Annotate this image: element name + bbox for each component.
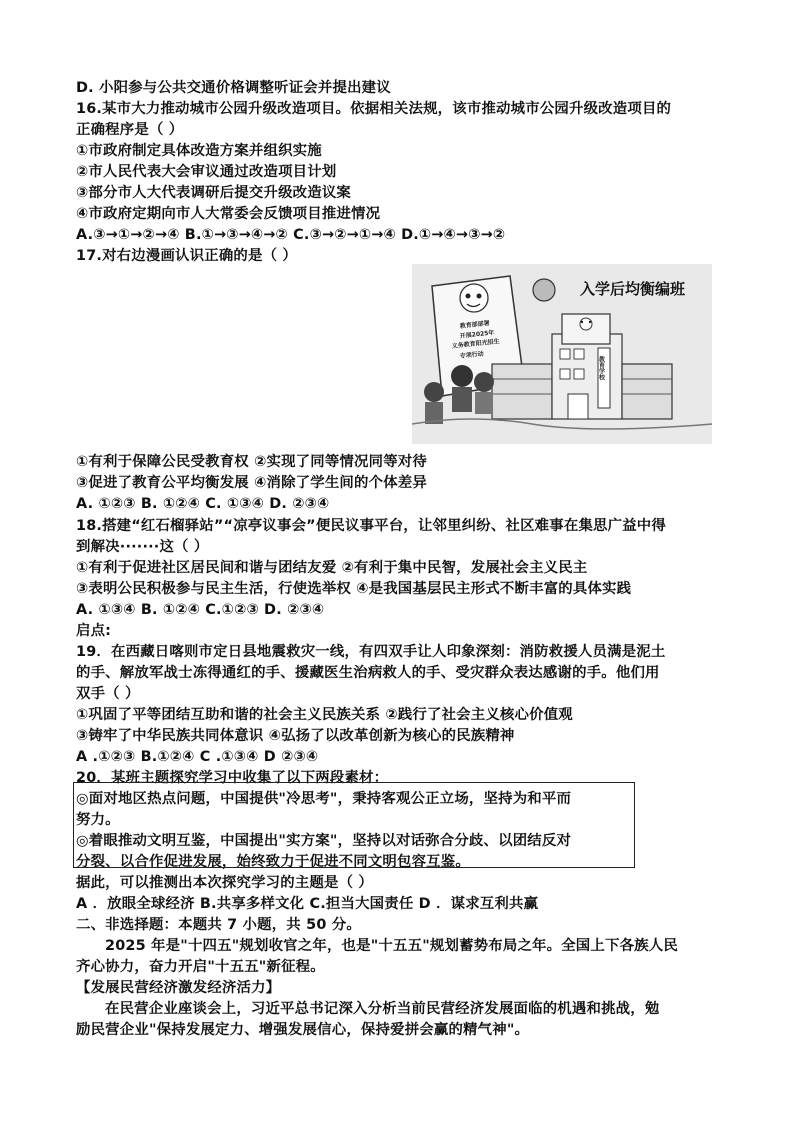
text-line: A. ①②③ B. ①②④ C. ①③④ D. ②③④ — [76, 496, 330, 512]
text-line: 【发展民营经济激发经济活力】 — [76, 980, 281, 996]
notice-line-4: 专项行动 — [459, 350, 485, 360]
text-line: 2025 年是"十四五"规划收官之年，也是"十五五"规划蓄势布局之年。全国上下各族人民 — [105, 938, 678, 954]
text-line: A. ①③④ B. ①②④ C.①②③ D. ②③④ — [76, 602, 325, 618]
text-line: ◎面对地区热点问题，中国提供"冷思考"，秉持客观公正立场，坚持为和平而 — [76, 791, 572, 807]
text-line: A .①②③ B.①②④ C .①③④ D ②③④ — [76, 749, 319, 765]
text-line: ①巩固了平等团结互助和谐的社会主义民族关系 ②践行了社会主义核心价值观 — [76, 707, 573, 723]
text-line: 努力。 — [76, 812, 120, 828]
text-line: ◎着眼推动文明互鉴，中国提出"实方案"，坚持以对话弥合分歧、以团结反对 — [76, 833, 572, 849]
text-line: ③表明公民积极参与民主生活，行使选举权 ④是我国基层民主形式不断丰富的具体实践 — [76, 581, 632, 597]
sun-icon — [533, 279, 555, 301]
text-line: ③促进了教育公平均衡发展 ④消除了学生间的个体差异 — [76, 475, 427, 491]
material-box — [73, 782, 635, 868]
text-line: ①市政府制定具体改造方案并组织实施 — [76, 143, 322, 159]
text-line: 20．某班主题探究学习中收集了以下两段素材： — [76, 770, 389, 786]
notice-line-3: 义务教育阳光招生 — [451, 338, 500, 350]
text-line: ③部分市人大代表调研后提交升级改造议案 — [76, 185, 352, 201]
text-line: 18.搭建“红石榴驿站”“凉亭议事会”便民议事平台，让邻里纠纷、社区难事在集思广益中得 — [76, 518, 666, 534]
school-sign: 教育学校 — [597, 356, 605, 380]
text-line: ③铸牢了中华民族共同体意识 ④弘扬了以改革创新为核心的民族精神 — [76, 728, 515, 744]
cartoon-illustration — [412, 264, 712, 444]
text-line: 19．在西藏日喀则市定日县地震救灾一线，有四双手让人印象深刻：消防救援人员满是泥土 — [76, 644, 666, 660]
text-line: 到解决·······这（ ） — [76, 539, 209, 555]
notice-line-1: 教育部部署 — [459, 319, 491, 330]
text-line: 16.某市大力推动城市公园升级改造项目。依据相关法规，该市推动城市公园升级改造项目的 — [76, 101, 672, 117]
text-line: 分裂、以合作促进发展，始终致力于促进不同文明包容互鉴。 — [76, 854, 470, 870]
text-line: 的手、解放军战士冻得通红的手、援藏医生治病救人的手、受灾群众表达感谢的手。他们用 — [76, 665, 660, 681]
text-line: ②市人民代表大会审议通过改造项目计划 — [76, 164, 337, 180]
text-line: D. 小阳参与公共交通价格调整听证会并提出建议 — [76, 80, 391, 96]
cartoon-caption: 入学后均衡编班 — [580, 280, 686, 298]
text-line: 二、非选择题：本题共 7 小题，共 50 分。 — [76, 917, 361, 933]
notice-line-2: 开展2025年 — [459, 329, 495, 340]
text-line: 在民营企业座谈会上，习近平总书记深入分析当前民营经济发展面临的机遇和挑战，勉 — [105, 1001, 660, 1017]
text-line: ①有利于促进社区居民间和谐与团结友爱 ②有利于集中民智，发展社会主义民主 — [76, 560, 588, 576]
text-line: 启点: — [76, 623, 112, 639]
text-line: A ．放眼全球经济 B.共享多样文化 C.担当大国责任 D ．谋求互利共赢 — [76, 896, 539, 912]
text-line: 正确程序是（ ） — [76, 122, 184, 138]
text-line: 励民营企业"保持发展定力、增强发展信心，保持爱拼会赢的精气神"。 — [76, 1022, 530, 1038]
text-line: ④市政府定期向市人大常委会反馈项目推进情况 — [76, 206, 381, 222]
text-line: 齐心协力，奋力开启"十五五"新征程。 — [76, 959, 325, 975]
text-line: 双手（ ） — [76, 686, 140, 702]
text-line: A.③→①→②→④ B.①→③→④→② C.③→②→①→④ D.①→④→③→② — [76, 227, 506, 243]
text-line: 据此，可以推测出本次探究学习的主题是（ ） — [76, 875, 374, 891]
text-line: 17.对右边漫画认识正确的是（ ） — [76, 248, 297, 264]
text-line: ①有利于保障公民受教育权 ②实现了同等情况同等对待 — [76, 454, 427, 470]
